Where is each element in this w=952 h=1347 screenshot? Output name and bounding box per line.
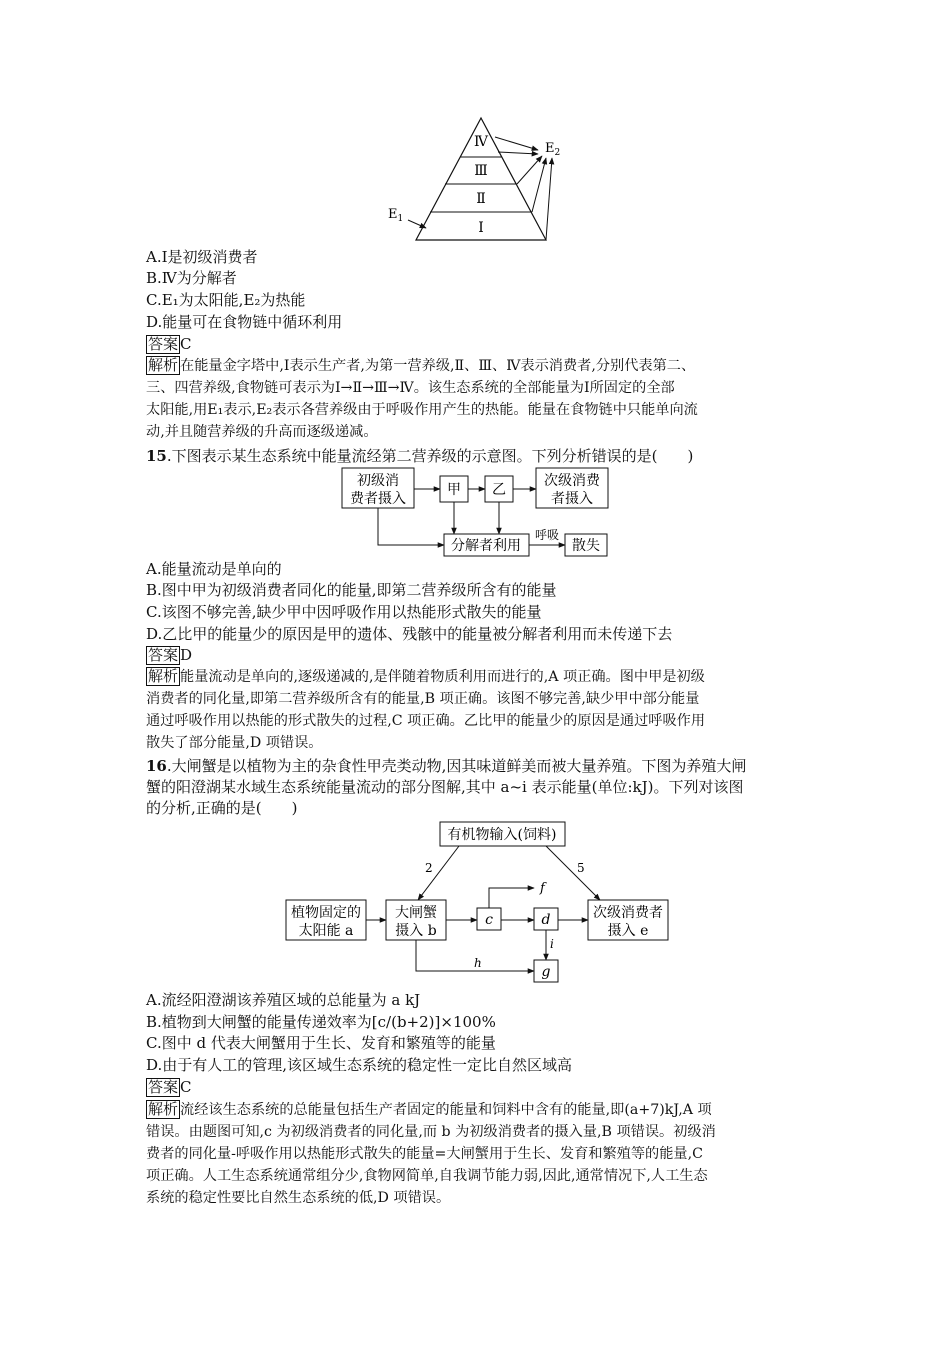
q16-explain-line: 错误。由题图可知,c 为初级消费者的同化量,而 b 为初级消费者的摄入量,B 项错误。初级消 xyxy=(146,1124,716,1140)
arrow-ii-to-e2 xyxy=(532,158,546,212)
box-jia-label: 甲 xyxy=(447,482,461,498)
q14-explain-line: 动,并且随营养级的升高而逐级递减。 xyxy=(146,424,378,440)
q14-explain-line: 解析 在能量金字塔中,Ⅰ表示生产者,为第一营养级,Ⅱ、Ⅲ、Ⅳ表示消费者,分别代表第二、 xyxy=(148,356,696,374)
box-secondary-label-1: 次级消费 xyxy=(544,473,600,489)
box-g-label: g xyxy=(541,964,551,980)
f-label: f xyxy=(540,881,545,896)
i-label: i xyxy=(550,937,554,951)
q14-explain-line: 太阳能,用E₁表示,E₂表示各营养级由于呼吸作用产生的热能。能量在食物链中只能单向流 xyxy=(146,402,698,418)
box-plant-label-2: 太阳能 a xyxy=(298,923,354,939)
pyramid-level-1: Ⅰ xyxy=(478,220,484,236)
box-decomposer-label: 分解者利用 xyxy=(451,538,521,554)
arrow-iv-to-e2-b xyxy=(498,152,538,154)
box-secondary-label-1: 次级消费者 xyxy=(593,905,663,921)
pyramid-level-2: Ⅱ xyxy=(476,191,486,207)
answer-value: C xyxy=(180,1078,192,1096)
answer-value: C xyxy=(180,335,192,353)
box-secondary-label-2: 者摄入 xyxy=(551,491,593,507)
q16-option-c: C.图中 d 代表大闸蟹用于生长、发育和繁殖等的能量 xyxy=(146,1034,496,1052)
explain-tag: 解析 xyxy=(148,1100,179,1118)
q15-explain-line: 解析 能量流动是单向的,逐级递减的,是伴随着物质利用而进行的,A 项正确。图中甲是初级 xyxy=(148,667,705,685)
box-primary-label-2: 费者摄入 xyxy=(350,491,406,507)
q15-option-b: B.图中甲为初级消费者同化的能量,即第二营养级所含有的能量 xyxy=(146,581,557,599)
box-crab-label-1: 大闸蟹 xyxy=(395,905,437,921)
q16-option-a: A.流经阳澄湖该养殖区域的总能量为 a kJ xyxy=(146,991,421,1009)
q16-energy-flow-diagram xyxy=(284,820,674,988)
explain-tag: 解析 xyxy=(148,667,179,685)
respiration-label: 呼吸 xyxy=(534,528,560,542)
pyramid-level-3: Ⅲ xyxy=(474,163,488,179)
energy-pyramid-diagram xyxy=(380,112,580,244)
q16-explain-line: 解析 流经该生态系统的总能量包括生产者固定的能量和饲料中含有的能量,即(a+7)kJ,A 项 xyxy=(148,1100,712,1118)
box-crab-label-2: 摄入 b xyxy=(395,923,437,939)
q14-option-d: D.能量可在食物链中循环利用 xyxy=(146,313,343,331)
answer-tag: 答案 xyxy=(148,646,179,664)
q15-explain-line: 消费者的同化量,即第二营养级所含有的能量,B 项正确。该图不够完善,缺少甲中部分能量 xyxy=(146,691,700,707)
explain-tag: 解析 xyxy=(148,356,179,374)
e1-label: $E_1$ xyxy=(388,207,404,224)
q16-stem: 16.大闸蟹是以植物为主的杂食性甲壳类动物,因其味道鲜美而被大量养殖。下图为养殖大闸 xyxy=(146,757,747,775)
box-plant-label-1: 植物固定的 xyxy=(291,905,361,921)
feed-to-crab-value: 2 xyxy=(425,861,433,875)
arrow-i-to-e2 xyxy=(546,158,552,240)
q15-option-c: C.该图不够完善,缺少甲中因呼吸作用以热能形式散失的能量 xyxy=(146,603,542,621)
q16-explain-line: 系统的稳定性要比自然生态系统的低,D 项错误。 xyxy=(146,1190,451,1206)
q14-option-c: C.E₁为太阳能,E₂为热能 xyxy=(146,291,306,309)
box-feed-label: 有机物输入(饲料) xyxy=(447,827,557,843)
pyramid-level-4: Ⅳ xyxy=(474,134,488,150)
q15-explain-line: 通过呼吸作用以热能的形式散失的过程,C 项正确。乙比甲的能量少的原因是通过呼吸作用 xyxy=(146,713,706,729)
box-primary-label-1: 初级消 xyxy=(357,473,399,489)
q14-explain-line: 三、四营养级,食物链可表示为Ⅰ→Ⅱ→Ⅲ→Ⅳ。该生态系统的全部能量为Ⅰ所固定的全部 xyxy=(146,380,675,396)
q15-answer xyxy=(146,646,192,665)
q15-explain-line: 散失了部分能量,D 项错误。 xyxy=(146,735,323,751)
answer-tag: 答案 xyxy=(148,335,179,353)
arrow-e1-to-i xyxy=(408,220,426,228)
box-secondary-label-2: 摄入 e xyxy=(607,923,649,939)
answer-tag: 答案 xyxy=(148,1078,179,1096)
box-yi-label: 乙 xyxy=(492,482,506,498)
q16-explain-line: 项正确。人工生态系统通常组分少,食物网简单,自我调节能力弱,因此,通常情况下,人工生态 xyxy=(146,1168,708,1184)
q16-answer xyxy=(146,1078,192,1097)
q15-flow-diagram xyxy=(340,466,615,560)
q16-option-b: B.植物到大闸蟹的能量传递效率为[c/(b+2)]×100% xyxy=(146,1013,496,1031)
h-label: h xyxy=(474,956,482,970)
box-c-label: c xyxy=(485,912,493,928)
q14-answer xyxy=(146,335,192,354)
q15-stem: 15.下图表示某生态系统中能量流经第二营养级的示意图。下列分析错误的是( ) xyxy=(146,447,694,465)
q16-option-d: D.由于有人工的管理,该区域生态系统的稳定性一定比自然区域高 xyxy=(146,1056,573,1074)
box-d-label: d xyxy=(541,912,551,928)
q16-stem-line: 蟹的阳澄湖某水域生态系统能量流动的部分图解,其中 a~i 表示能量(单位:kJ)。下列对该图 xyxy=(146,778,744,796)
q15-option-d: D.乙比甲的能量少的原因是甲的遗体、残骸中的能量被分解者利用而未传递下去 xyxy=(146,625,673,643)
feed-to-secondary-value: 5 xyxy=(577,861,585,875)
e2-label: $E_2$ xyxy=(545,141,561,158)
q15-option-a: A.能量流动是单向的 xyxy=(146,560,282,578)
box-lost-label: 散失 xyxy=(572,538,600,554)
q16-stem-line: 的分析,正确的是( ) xyxy=(146,799,298,817)
q14-option-a: A.Ⅰ是初级消费者 xyxy=(146,248,258,266)
arrow-iii-to-e2 xyxy=(517,156,542,184)
q14-option-b: B.Ⅳ为分解者 xyxy=(146,269,237,287)
q16-explain-line: 费者的同化量-呼吸作用以热能形式散失的能量=大闸蟹用于生长、发育和繁殖等的能量,C xyxy=(146,1146,703,1162)
answer-value: D xyxy=(180,646,193,664)
arrow-iv-to-e2 xyxy=(495,137,538,150)
